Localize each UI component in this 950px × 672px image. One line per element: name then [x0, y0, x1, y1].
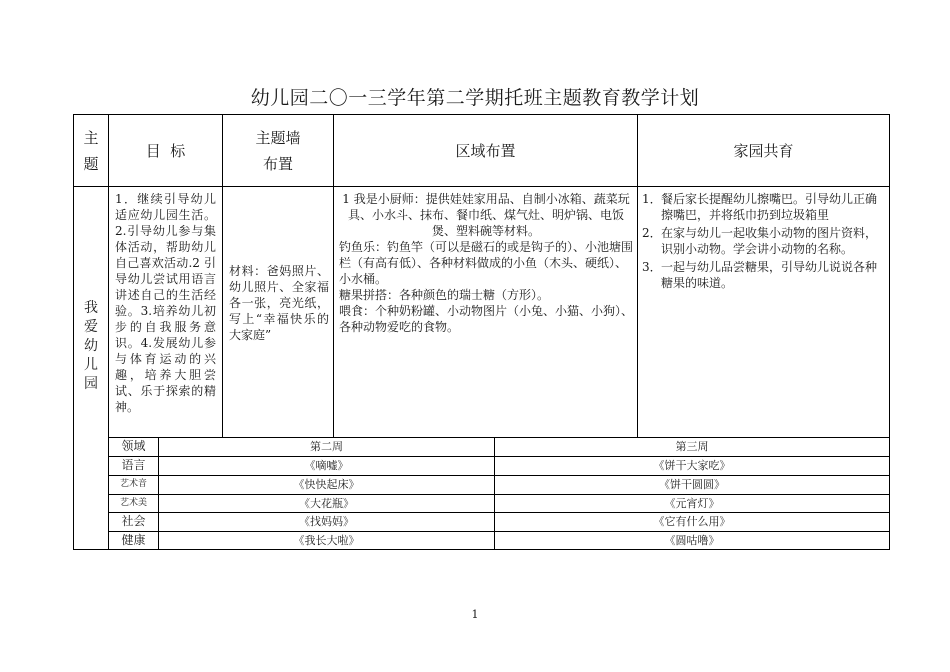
header-goal: 目 标	[145, 141, 186, 160]
theme-name	[74, 299, 108, 394]
theme-char: 我	[84, 300, 98, 316]
schedule-week3: 《饼干大家吃》	[653, 459, 731, 472]
schedule-week2: 《大花瓶》	[299, 497, 354, 510]
header-wall	[223, 115, 333, 186]
theme-char: 园	[84, 376, 98, 392]
area-text	[339, 191, 633, 335]
page-title: 幼儿园二〇一三学年第二学期托班主题教育教学计划	[250, 87, 700, 109]
theme-char: 儿	[84, 357, 98, 373]
header-wall-line: 布置	[262, 154, 293, 173]
header-theme-line: 题	[83, 154, 99, 173]
border-right	[889, 114, 890, 550]
plan-table	[73, 114, 890, 550]
header-area: 区域布置	[455, 141, 516, 160]
header-wall-line: 主题墙	[255, 128, 301, 147]
home-list	[642, 191, 886, 291]
schedule-domain: 健康	[121, 533, 146, 547]
header-home: 家园共育	[733, 141, 794, 160]
schedule-week2: 《找妈妈》	[299, 515, 354, 528]
schedule-week2: 《我长大啦》	[293, 534, 360, 547]
schedule-header-domain: 领域	[121, 439, 146, 453]
theme-char: 爱	[84, 319, 98, 335]
schedule-domain: 语言	[121, 458, 146, 472]
schedule-week3: 《圆咕噜》	[664, 534, 720, 547]
home-item-number: 1．	[642, 192, 662, 206]
theme-char: 幼	[84, 338, 98, 354]
page-number: 1	[471, 608, 479, 621]
wall-text: 材料：爸妈照片、幼儿照片、全家福各一张，亮光纸，写上“幸福快乐的大家庭”	[229, 264, 329, 342]
schedule-header-week3: 第三周	[675, 440, 709, 453]
home-item-text: 一起与幼儿品尝糖果，引导幼儿说说各种糖果的味道。	[661, 260, 878, 290]
header-theme-line: 主	[83, 128, 99, 147]
area-item: 1 我是小厨师：提供娃娃家用品、自制小冰箱、蔬菜玩具、小水斗、抹布、餐巾纸、煤气灶、明炉锅、电饭煲、塑料碗等材料。	[342, 192, 630, 238]
area-item: 钓鱼乐：钓鱼竿（可以是磁石的或是钩子的）、小池塘围栏（有高有低）、各种材料做成的小鱼（木头、硬纸）、小水桶。	[339, 240, 634, 286]
home-item-number: 2．	[642, 226, 662, 240]
header-divider	[73, 186, 890, 187]
home-item	[642, 259, 886, 291]
home-item	[642, 225, 886, 257]
area-item: 喂食：个种奶粉罐、小动物图片（小兔、小猫、小狗）、各种动物爱吃的食物。	[339, 304, 634, 334]
schedule-week3: 《它有什么用》	[653, 515, 731, 528]
border-bottom	[73, 549, 890, 550]
home-item-text: 在家与幼儿一起收集小动物的图片资料，识别小动物。学会讲小动物的名称。	[661, 226, 878, 256]
schedule-week3: 《元宵灯》	[664, 497, 720, 510]
schedule-domain: 艺术音	[119, 479, 147, 489]
schedule-domain: 社会	[121, 514, 146, 528]
schedule-week2: 《嘀嘘》	[304, 459, 349, 472]
schedule-week3: 《饼干圆圆》	[659, 478, 725, 491]
goals-text: 1．继续引导幼儿适应幼儿园生活。2.引导幼儿参与集体活动，帮助幼儿自己喜欢活动.2 引导幼儿尝试用语言讲述自己的生活经验。3.培养幼儿初步的自我服务意识。4.发展幼儿参与体育运动的兴趣，培养大胆尝试、乐于探索的精神。	[115, 192, 216, 414]
schedule-week2: 《快快起床》	[293, 478, 360, 491]
area-item: 糖果拼搭：各种颜色的瑞士糖（方形）。	[339, 288, 550, 302]
schedule-domain: 艺术美	[119, 498, 147, 508]
header-theme	[74, 115, 108, 186]
schedule-header-week2: 第二周	[310, 440, 343, 453]
home-item-text: 餐后家长提醒幼儿擦嘴巴。引导幼儿正确擦嘴巴，并将纸巾扔到垃圾箱里	[661, 192, 878, 222]
home-item	[642, 191, 886, 223]
home-item-number: 3．	[642, 260, 662, 274]
